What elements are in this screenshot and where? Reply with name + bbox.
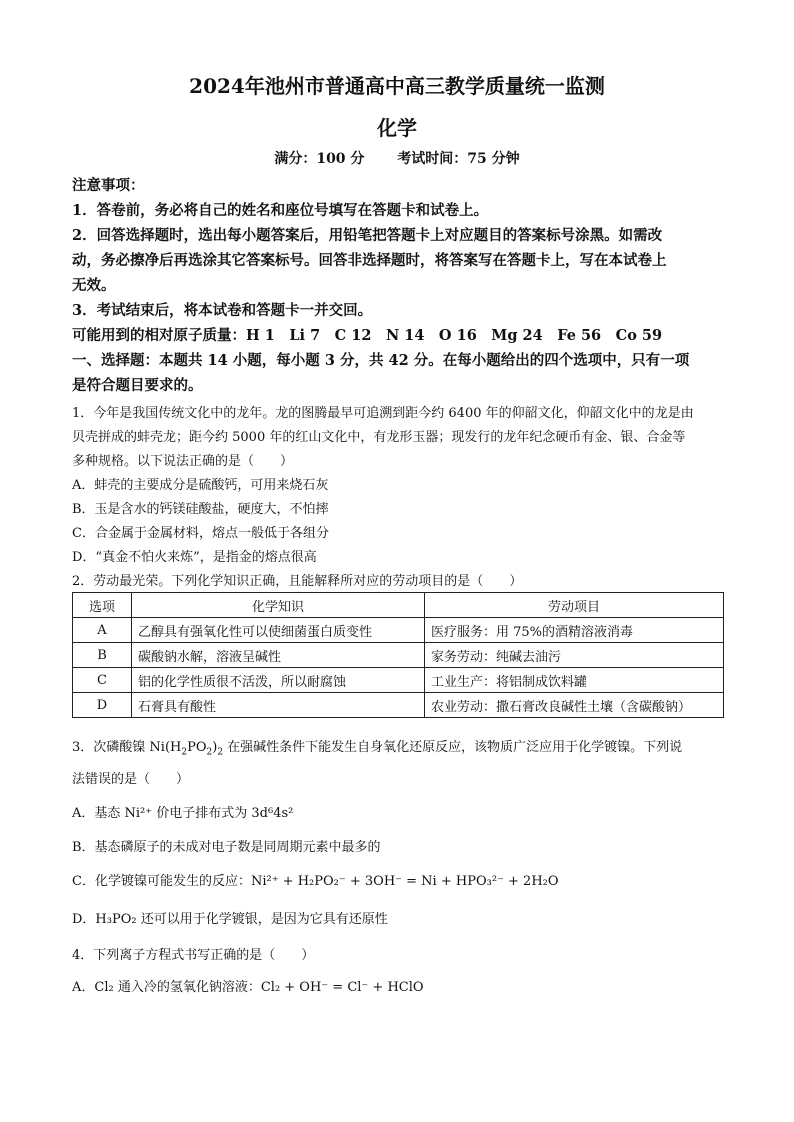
header-option: 选项 [73,593,132,618]
q3-option-d: D．H₃PO₂ 还可以用于化学镀银，是因为它具有还原性 [72,912,388,927]
notice-item-2-line-2: 动，务必擦净后再选涂其它答案标号。回答非选择题时，将答案写在答题卡上，写在本试卷上 [72,252,667,269]
q3-stem-line-1 [72,736,732,758]
q2-stem: 2．劳动最光荣。下列化学知识正确，且能解释所对应的劳动项目的是（ ） [72,574,523,589]
q2-table-header [73,593,724,618]
notice-heading: 注意事项： [72,177,145,194]
q4-option-a: A．Cl₂ 通入冷的氢氧化钠溶液：Cl₂ + OH⁻ = Cl⁻ + HClO [72,980,424,995]
q3-stem-suffix: 在强碱性条件下能发生自身氧化还原反应，该物质广泛应用于化学镀镍。下列说 [223,740,683,755]
q2-table [72,592,724,718]
q1-option-d: D．“真金不怕火来炼”，是指金的熔点很高 [72,550,317,565]
row-knowledge: 乙醇具有强氧化性可以使细菌蛋白质变性 [132,618,425,643]
section-heading-line-2: 是符合题目要求的。 [72,377,203,394]
notice-item-3: 3．考试结束后，将本试卷和答题卡一并交回。 [72,302,373,319]
row-option: B [73,643,132,668]
atomic-masses: 可能用到的相对原子质量：H 1 Li 7 C 12 N 14 O 16 Mg 24 Fe 56 Co 59 [72,327,663,344]
row-knowledge: 石膏具有酸性 [132,693,425,718]
row-labor: 家务劳动：纯碱去油污 [425,643,724,668]
row-option: C [73,668,132,693]
q1-stem-line-2: 贝壳拼成的蚌壳龙；距今约 5000 年的红山文化中，有龙形玉器；现发行的龙年纪念硬币有金、银、合金等 [72,430,686,445]
q3-option-b: B．基态磷原子的未成对电子数是同周期元素中最多的 [72,840,381,855]
table-row [73,668,724,693]
exam-title: 2024年池州市普通高中高三教学质量统一监测 [189,74,605,98]
full-score: 满分：100 分 [274,151,365,167]
row-option: A [73,618,132,643]
row-labor: 工业生产：将铝制成饮料罐 [425,668,724,693]
q1-stem-line-3: 多种规格。以下说法正确的是（ ） [72,454,294,469]
q1-option-c: C．合金属于金属材料，熔点一般低于各组分 [72,526,329,541]
q3-option-a: A．基态 Ni²⁺ 价电子排布式为 3d⁶4s² [72,806,294,821]
exam-time: 考试时间：75 分钟 [397,151,520,167]
table-row [73,693,724,718]
notice-item-2-line-3: 无效。 [72,277,116,294]
row-knowledge: 铝的化学性质很不活泼，所以耐腐蚀 [132,668,425,693]
row-labor: 医疗服务：用 75%的酒精溶液消毒 [425,618,724,643]
notice-item-2-line-1: 2．回答选择题时，选出每小题答案后，用铅笔把答题卡上对应题目的答案标号涂黑。如需改 [72,227,663,244]
table-row [73,618,724,643]
notice-item-1: 1．答卷前，务必将自己的姓名和座位号填写在答题卡和试卷上。 [72,202,489,219]
q1-option-a: A．蚌壳的主要成分是硫酸钙，可用来烧石灰 [72,478,329,493]
q3-formula: $Ni(H_2PO_2)_2$ [149,740,224,758]
q3-option-c: C．化学镀镍可能发生的反应：Ni²⁺ + H₂PO₂⁻ + 3OH⁻ = Ni + HPO₃²⁻ + 2H₂O [72,874,559,889]
row-labor: 农业劳动：撒石膏改良碱性土壤（含碳酸钠） [425,693,724,718]
exam-meta [0,148,794,168]
section-heading-line-1: 一、选择题：本题共 14 小题，每小题 3 分，共 42 分。在每小题给出的四个选项中，只有一项 [72,352,690,369]
table-row [73,643,724,668]
header-knowledge: 化学知识 [132,593,425,618]
q3-stem-prefix: 3．次磷酸镍 [72,740,150,755]
q4-stem: 4．下列离子方程式书写正确的是（ ） [72,948,315,963]
q1-stem-line-1: 1．今年是我国传统文化中的龙年。龙的图腾最早可追溯到距今约 6400 年的仰韶文化，仰韶文化中的龙是由 [72,406,694,421]
q3-stem-line-2: 法错误的是（ ） [72,772,190,787]
row-option: D [73,693,132,718]
subject-title: 化学 [377,116,417,140]
row-knowledge: 碳酸钠水解，溶液呈碱性 [132,643,425,668]
header-labor: 劳动项目 [425,593,724,618]
q1-option-b: B．玉是含水的钙镁硅酸盐，硬度大，不怕摔 [72,502,329,517]
